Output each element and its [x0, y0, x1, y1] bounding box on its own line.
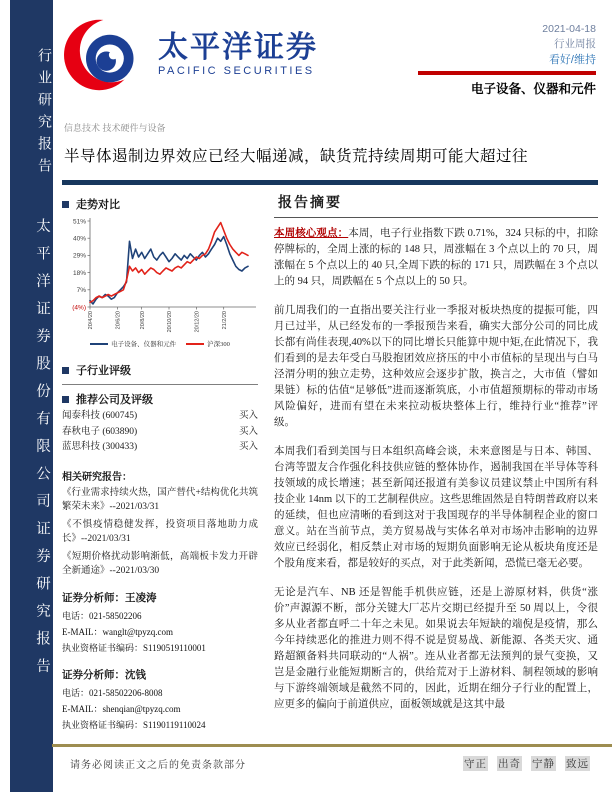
- summary-paragraph-1: 本周核心观点：本周，电子行业指数下跌 0.71%，324 只标的中，扣除停牌标的，全周上涨的标的 148 只，周涨幅在 3 个点以上的 70 只，周涨幅在 5 个点以上的 40 只,全周下跌的标的 171 只，周跌幅在 3 个点以上的 94 只，周跌幅在 5 个点以上的 50 只。: [274, 228, 598, 287]
- logo-english-name: PACIFIC SECURITIES: [158, 65, 315, 77]
- company-rating: 买入: [238, 426, 258, 437]
- title-divider: [62, 180, 598, 185]
- svg-text:40%: 40%: [72, 235, 86, 243]
- footer-motto: [463, 756, 590, 771]
- trend-section-header: 走势对比: [62, 196, 258, 212]
- sidebar-band: [10, 0, 53, 792]
- company-name: 闻泰科技 (600745): [62, 411, 138, 421]
- core-view-label: 本周核心观点：: [274, 228, 349, 239]
- chart-legend: [62, 339, 258, 348]
- analyst-email: E-MAIL：shenqian@tpyzq.com: [62, 703, 181, 714]
- trend-chart-svg: [62, 214, 258, 336]
- page-content: [62, 0, 598, 792]
- sidebar-company-line: 太平洋证券股份有限公司证券研究报告: [34, 218, 50, 686]
- industry-name: 电子设备、仪器和元件: [470, 81, 596, 96]
- related-reports-header: 相关研究报告：: [62, 471, 132, 483]
- related-report: 《不惧疫情稳健发挥，投资项目落地助力成长》--2021/03/31: [62, 519, 258, 544]
- summary-paragraph-3: 本周我们看到美国与日本组织高峰会谈，未来意图是与日本、韩国、台湾等盟友合作强化科技供应链的整体协作，遏制我国在半导体等科技领域的成长增速；甚至新闻还报道有美参议员建议禁止中国所有科技企业 14nm 以下的工艺制程供应。这些思维固然是自特朗普政府以来的延续，但也应清晰的看到这对于我国现存的半导体制程企业的窗口意义。站在当前节点，美方贸易战与实体名单对市场冲击影响的边界效应已经弱化，相反禁止对市场的短期负面影响无论从板块角度还是个股角度来看，都是较好的买点，对于此类新闻，恐慌已毫无必要。: [274, 446, 598, 569]
- section-bullet-icon: [62, 396, 69, 403]
- svg-text:(4%): (4%): [72, 304, 86, 312]
- footer-disclaimer: 请务必阅读正文之后的免责条款部分: [70, 760, 246, 771]
- left-column: [62, 192, 258, 744]
- report-title: 半导体遏制边界效应已经大幅递减，缺货荒持续周期可能大超过往: [64, 148, 529, 165]
- svg-text:20/8/20: 20/8/20: [139, 311, 146, 330]
- company-rating: 买入: [238, 411, 258, 421]
- report-type: 行业周报: [554, 38, 596, 50]
- industry-rating: 看好/维持: [548, 54, 596, 66]
- company-name: 蓝思科技 (300433): [62, 442, 138, 452]
- legend-label: 沪深300: [207, 341, 230, 348]
- recommend-section-header: 推荐公司及评级: [62, 391, 258, 407]
- logo-chinese-name: 太平洋证券: [158, 31, 318, 64]
- company-row: [62, 425, 258, 441]
- recommended-companies: [62, 409, 258, 456]
- subindustry-section-header: 子行业评级: [62, 362, 258, 378]
- svg-text:20/6/20: 20/6/20: [115, 311, 122, 330]
- analyst-phone: 电话：021-58502206: [62, 610, 142, 621]
- trend-chart: [62, 214, 258, 348]
- related-reports-list: [62, 486, 258, 579]
- svg-text:7%: 7%: [76, 287, 86, 295]
- section-divider: [62, 384, 258, 385]
- svg-text:20/10/20: 20/10/20: [167, 311, 174, 333]
- company-rating: 买入: [238, 442, 258, 452]
- analyst-cert: 执业资格证书编码：S1190119110024: [62, 719, 206, 730]
- analyst-name: 证券分析师：王凌涛: [62, 592, 157, 604]
- svg-text:18%: 18%: [72, 269, 86, 277]
- section-bullet-icon: [62, 201, 69, 208]
- legend-label: 电子设备、仪器和元件: [111, 341, 177, 348]
- analyst-cert: 执业资格证书编码：S1190519110001: [62, 642, 206, 653]
- company-row: [62, 440, 258, 456]
- analyst-list: [62, 590, 258, 733]
- motto-word: 致远: [565, 756, 590, 771]
- section-bullet-icon: [62, 367, 69, 374]
- svg-text:29%: 29%: [72, 252, 86, 260]
- company-row: [62, 409, 258, 425]
- sidebar-report-category: 行业研究报告: [36, 48, 51, 180]
- footer-divider: [52, 744, 612, 747]
- analyst-name: 证券分析师：沈钱: [62, 669, 146, 681]
- svg-text:51%: 51%: [72, 218, 86, 226]
- legend-swatch-icon: [186, 343, 204, 345]
- svg-text:20/12/20: 20/12/20: [194, 311, 201, 333]
- summary-paragraph-2: 前几周我们的一直指出要关注行业一季报对板块热度的提振可能，四月已过半，从已经发布的一季报预告来看，确实大部分公司的同比成长都有尚佳表现,40%以下的同比增长只能算中规中矩,在此情况下，我们看到的是去年受白马股抱团效应挤压的中小市值标的呈现出与白马泾渭分明的独立走势，这种效应会逐步扩散，换言之，大市值（譬如果链）标的估值“足够低”进而逐渐筑底，小市值超预期标的带动市场风险偏好，进而有望在未来拉动板块整体上行，维持行业“推荐”评级。: [274, 305, 598, 428]
- legend-item: [90, 339, 176, 348]
- motto-word: 宁静: [531, 756, 556, 771]
- related-report: 《短期价格扰动影响渐低，高端板卡发力开辟全新通途》--2021/03/30: [62, 551, 258, 576]
- company-name: 春秋电子 (603890): [62, 426, 138, 437]
- motto-word: 守正: [463, 756, 488, 771]
- motto-word: 出奇: [497, 756, 522, 771]
- report-date: 2021-04-18: [542, 23, 596, 35]
- pacific-securities-logo: [64, 14, 318, 96]
- analyst-phone: 电话：021-58502206-8008: [62, 687, 163, 698]
- summary-header: 报告摘要: [278, 196, 342, 211]
- red-divider: [418, 71, 596, 75]
- report-meta-block: [418, 22, 596, 97]
- summary-divider: [274, 217, 598, 218]
- legend-swatch-icon: [90, 343, 108, 345]
- sector-breadcrumb: 信息技术 技术硬件与设备: [64, 123, 166, 133]
- summary-column: [274, 192, 598, 744]
- pacific-logo-icon: [64, 14, 152, 96]
- summary-paragraph-4: 无论是汽车、NB 还是智能手机供应链，还是上游原材料，供货“涨价”声源源不断，部分关键大厂芯片交期已经提升至 50 周以上，令很多从业者都直呼二十年之未见。如果说去年短缺的端倪是疫情，那么今年持续恶化的推进力则不得不说是贸易战、新能源、各类天灾、通路超额备料共同联动的“人祸”。连从业者都无法预判的景气变换，又岂是金融行业能短期断言的，供给荒对于上游材料、制程领域的影响与下游终端领域是截然不同的，因此，近期在细分子行业的配置上，应更多的偏向于前道供应，面板领域就是这其中最: [274, 587, 598, 710]
- legend-item: [186, 339, 230, 348]
- svg-text:21/2/20: 21/2/20: [221, 311, 228, 330]
- svg-text:20/4/20: 20/4/20: [88, 311, 95, 330]
- related-report: 《行业需求持续火热，国产替代+结构优化共筑繁荣未来》--2021/03/31: [62, 487, 258, 512]
- analyst-email: E-MAIL：wanglt@tpyzq.com: [62, 626, 174, 637]
